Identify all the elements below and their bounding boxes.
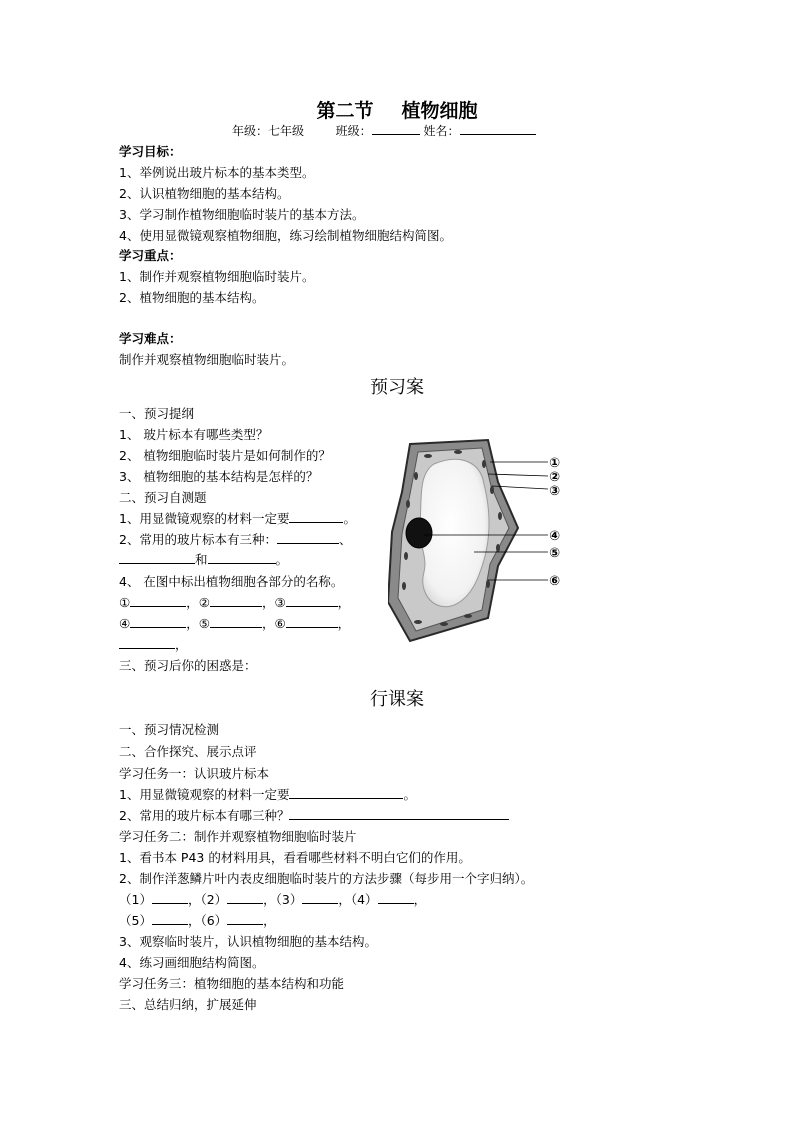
answer-blank[interactable] [152, 891, 188, 904]
label-answer-row: ， [119, 635, 188, 653]
task2-q3: 3、观察临时装片，认识植物细胞的基本结构。 [119, 934, 377, 949]
difficulties-text: 制作并观察植物细胞临时装片。 [119, 352, 295, 367]
nucleus [406, 518, 432, 548]
task2-q4: 4、练习画细胞结构简图。 [119, 955, 265, 970]
answer-blank[interactable] [302, 891, 338, 904]
difficulties-heading: 学习难点： [119, 331, 182, 346]
outline-item: 1、 玻片标本有哪些类型？ [119, 427, 269, 442]
page-title [0, 96, 794, 123]
answer-blank[interactable] [286, 615, 338, 628]
grade-text: 年级：七年级 [232, 124, 305, 138]
steps-row: （5） ，（6） ， [119, 913, 276, 928]
outline-item: 3、 植物细胞的基本结构是怎样的？ [119, 469, 319, 484]
label-answer-row: ① ，② ，③ ， [119, 595, 351, 610]
task2-q2: 2、制作洋葱鳞片叶内表皮细胞临时装片的方法步骤（每步用一个字归纳）。 [119, 871, 534, 886]
key-point-item: 1、制作并观察植物细胞临时装片。 [119, 269, 315, 284]
diagram-label-5: ⑤ [549, 546, 561, 561]
title-section-number: 第二节 [316, 100, 374, 122]
steps-row: （1） ，（2） ，（3） ，（4） ， [119, 892, 427, 907]
objectives-heading: 学习目标： [119, 144, 182, 159]
lesson-section-title: 行课案 [370, 689, 424, 710]
title-topic: 植物细胞 [401, 100, 478, 122]
answer-blank[interactable] [208, 551, 276, 564]
objective-item: 3、学习制作植物细胞临时装片的基本方法。 [119, 207, 365, 222]
task1-q2: 2、常用的玻片标本有哪三种？ [119, 806, 509, 824]
outline-item: 2、 植物细胞临时装片是如何制作的？ [119, 448, 331, 463]
plant-cell-diagram [388, 436, 578, 648]
summary-heading: 三、总结归纳，扩展延伸 [119, 997, 257, 1012]
task2-q1: 1、看书本 P43 的材料用具，看看哪些材料不明白它们的作用。 [119, 850, 471, 865]
diagram-label-2: ② [549, 470, 561, 485]
name-label: 姓名： [423, 124, 460, 138]
class-label: 班级： [335, 124, 372, 138]
name-field[interactable] [460, 122, 536, 135]
plant-cell-svg [388, 436, 578, 648]
self-test-q1: 1、用显微镜观察的材料一定要 。 [119, 511, 356, 526]
self-test-q2-cont: 和 。 [119, 550, 288, 568]
answer-blank[interactable] [152, 912, 188, 925]
answer-blank[interactable] [286, 594, 338, 607]
answer-blank[interactable] [119, 636, 175, 649]
class-field[interactable] [372, 122, 420, 135]
outline-heading: 一、预习提纲 [119, 406, 195, 421]
self-test-heading: 二、预习自测题 [119, 490, 207, 505]
self-test-q4: 4、 在图中标出植物细胞各部分的名称。 [119, 574, 344, 589]
objective-item: 2、认识植物细胞的基本结构。 [119, 186, 290, 201]
answer-blank[interactable] [130, 594, 186, 607]
answer-blank[interactable] [289, 807, 509, 820]
task2-heading: 学习任务二：制作并观察植物细胞临时装片 [119, 829, 357, 844]
label-answer-row: ④ ，⑤ ，⑥ ， [119, 616, 351, 631]
task1-q1: 1、用显微镜观察的材料一定要 。 [119, 787, 416, 802]
objective-item: 1、举例说出玻片标本的基本类型。 [119, 165, 315, 180]
key-points-heading: 学习重点： [119, 248, 182, 263]
diagram-label-1: ① [549, 456, 561, 471]
answer-blank[interactable] [130, 615, 186, 628]
answer-blank[interactable] [277, 531, 339, 544]
diagram-label-3: ③ [549, 484, 561, 499]
objective-item: 4、使用显微镜观察植物细胞，练习绘制植物细胞结构简图。 [119, 228, 452, 243]
answer-blank[interactable] [210, 615, 262, 628]
diagram-label-4: ④ [549, 529, 561, 544]
answer-blank[interactable] [227, 891, 263, 904]
lesson-item: 一、预习情况检测 [119, 722, 220, 737]
answer-blank[interactable] [119, 551, 195, 564]
diagram-label-6: ⑥ [549, 574, 561, 589]
preview-section-title: 预习案 [370, 377, 424, 398]
confusion-prompt: 三、预习后你的困惑是： [119, 658, 257, 673]
task1-heading: 学习任务一：认识玻片标本 [119, 766, 270, 781]
student-info-line [232, 122, 536, 139]
answer-blank[interactable] [210, 594, 262, 607]
task3-heading: 学习任务三：植物细胞的基本结构和功能 [119, 976, 345, 991]
answer-blank[interactable] [289, 510, 343, 523]
answer-blank[interactable] [378, 891, 414, 904]
lesson-item: 二、合作探究、展示点评 [119, 744, 257, 759]
key-point-item: 2、植物细胞的基本结构。 [119, 290, 265, 305]
answer-blank[interactable] [227, 912, 263, 925]
answer-blank[interactable] [289, 786, 403, 799]
self-test-q2: 2、常用的玻片标本有三种： 、 [119, 532, 352, 547]
